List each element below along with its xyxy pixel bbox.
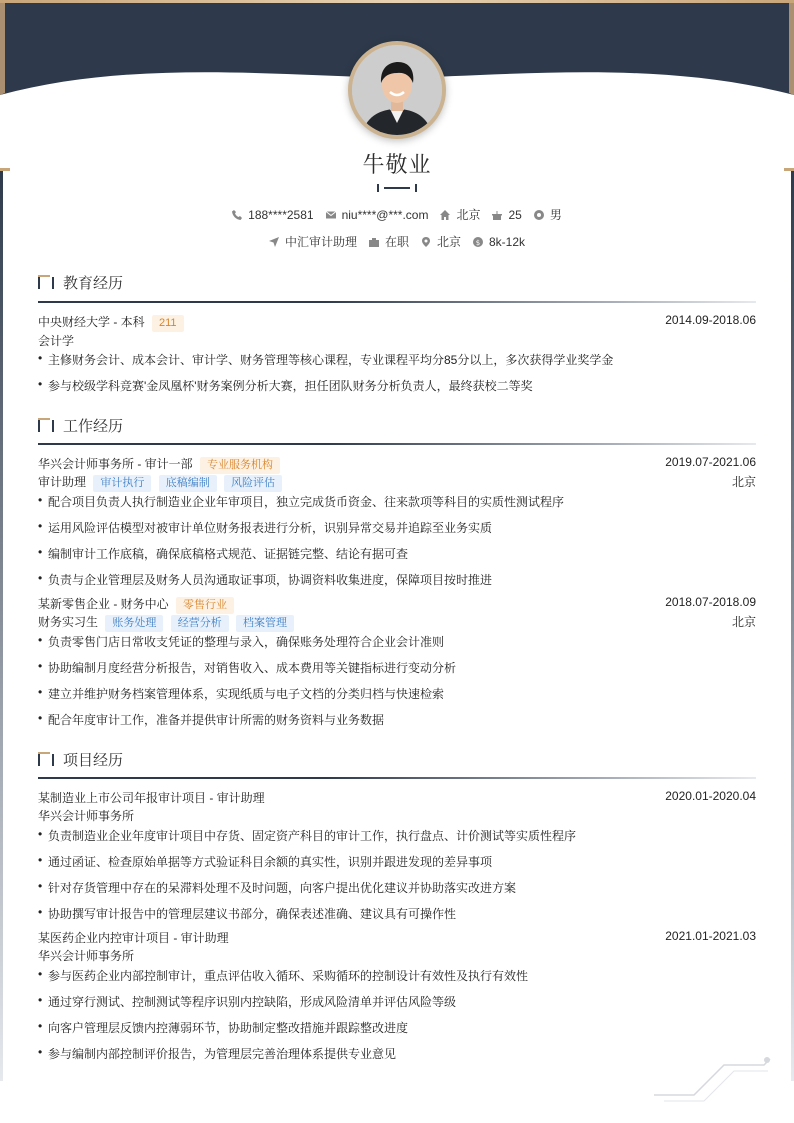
send-icon [269, 237, 279, 247]
education-bullet: • 主修财务会计、成本会计、审计学、财务管理等核心课程，专业课程平均分85分以上，多次获得学业奖学金 [38, 351, 756, 368]
project-org: 华兴会计师事务所 [38, 949, 135, 963]
avatar [348, 41, 446, 139]
project-bullet: • 针对存货管理中存在的呆滞料处理不及时问题，向客户提出优化建议并协助落实改进方案 [38, 879, 756, 896]
project-bullet: • 参与医药企业内部控制审计，重点评估收入循环、采购循环的控制设计有效性及执行有效性 [38, 967, 756, 984]
role-name: 审计助理 [38, 475, 87, 489]
education-rule [38, 301, 756, 303]
education-bullet: • 参与校级学科竞赛'金凤凰杯'财务案例分析大赛，担任团队财务分析负责人，最终获校二等奖 [38, 377, 756, 394]
project-bullet: • 通过穿行测试、控制测试等程序识别内控缺陷，形成风险清单并评估风险等级 [38, 993, 756, 1010]
age-text: 25 [508, 207, 522, 222]
skill-tag: 档案管理 [236, 615, 294, 632]
work-bullet: • 协助编制月度经营分析报告，对销售收入、成本费用等关键指标进行变动分析 [38, 659, 756, 676]
skill-tag: 审计执行 [93, 475, 151, 492]
company-name: 某新零售企业 - 财务中心 [38, 597, 169, 611]
phone-item [232, 208, 313, 222]
work-bullet: • 配合年度审计工作，准备并提供审计所需的财务资料与业务数据 [38, 711, 756, 728]
project-name: 某制造业上市公司年报审计项目 - 审计助理 [38, 791, 265, 805]
work-title-text: 工作经历 [63, 417, 124, 435]
project-title-text: 项目经历 [63, 751, 124, 769]
name-divider [377, 183, 417, 193]
candidate-name: 牛敬业 [362, 152, 432, 177]
work-bullet: • 配合项目负责人执行制造业企业年审项目，独立完成货币资金、往来款项等科目的实质性测试程序 [38, 493, 756, 510]
project-org: 华兴会计师事务所 [38, 809, 135, 823]
phone-text: 188****2581 [248, 207, 314, 222]
work-bullet: • 负责与企业管理层及财务人员沟通取证事项，协调资料收集进度，保障项目按时推进 [38, 571, 756, 588]
work-bullet: • 编制审计工作底稿，确保底稿格式规范、证据链完整、结论有据可查 [38, 545, 756, 562]
project-bullet: • 通过函证、检查原始单据等方式验证科目余额的真实性，识别并跟进发现的差异事项 [38, 853, 756, 870]
education-date: 2014.09-2018.06 [665, 313, 756, 327]
avatar-photo [352, 45, 442, 135]
school-name: 中央财经大学 - 本科 [38, 315, 145, 329]
project-rule [38, 777, 756, 779]
education-major: 会计学 [38, 334, 75, 348]
project-date: 2021.01-2021.03 [665, 929, 756, 943]
work-item-role [38, 613, 756, 632]
email-item [326, 208, 429, 222]
work-date: 2018.07-2018.09 [665, 595, 756, 609]
skill-tag: 经营分析 [171, 615, 229, 632]
company-name: 华兴会计师事务所 - 审计一部 [38, 457, 193, 471]
header-gold-line [0, 0, 794, 3]
role-name: 财务实习生 [38, 615, 99, 629]
salary-text: 8k-12k [489, 234, 526, 249]
skill-tag: 账务处理 [105, 615, 163, 632]
target-position-item [269, 233, 357, 250]
work-rule [38, 443, 756, 445]
project-bullet: • 向客户管理层反馈内控薄弱环节，协助制定整改措施并跟踪整改进度 [38, 1019, 756, 1036]
work-city: 北京 [731, 615, 756, 629]
work-city: 北京 [731, 475, 756, 489]
project-bullet: • 负责制造业企业年度审计项目中存货、固定资产科目的审计工作，执行盘点、计价测试等实质性程序 [38, 827, 756, 844]
work-item-role [38, 473, 756, 492]
contact-row [0, 206, 794, 223]
skill-tag: 风险评估 [224, 475, 282, 492]
left-side-rule [0, 171, 3, 1081]
section-mark-icon [38, 275, 56, 289]
education-item [38, 313, 756, 332]
phone-icon [232, 210, 242, 220]
education-section-title [38, 270, 756, 294]
work-bullet: • 运用风险评估模型对被审计单位财务报表进行分析，识别异常交易并追踪至业务实质 [38, 519, 756, 536]
cake-icon [492, 210, 502, 220]
industry-tag: 零售行业 [176, 597, 234, 614]
work-bullet: • 建立并维护财务档案管理体系，实现纸质与电子文档的分类归档与快速检索 [38, 685, 756, 702]
work-date: 2019.07-2021.06 [665, 455, 756, 469]
project-date: 2020.01-2020.04 [665, 789, 756, 803]
target-position-text: 中汇审计助理 [284, 235, 357, 249]
email-text: niu****@***.com [341, 207, 429, 222]
work-section-title [38, 413, 756, 437]
work-bullet: • 负责零售门店日常收支凭证的整理与录入，确保账务处理符合企业会计准则 [38, 633, 756, 650]
salary-item [473, 235, 525, 249]
status-text: 在职 [384, 235, 409, 249]
work-item-header [38, 455, 756, 474]
section-mark-icon [38, 418, 56, 432]
project-section-title [38, 747, 756, 771]
money-icon [473, 237, 483, 247]
project-item-header [38, 929, 756, 946]
project-item-header [38, 789, 756, 806]
status-item [369, 233, 409, 250]
job-intent-row [0, 233, 794, 250]
location-icon [421, 237, 431, 247]
gender-text: 男 [549, 208, 562, 222]
svg-text:$: $ [475, 238, 481, 247]
project-bullet: • 协助撰写审计报告中的管理层建议书部分，确保表述准确、建议具有可操作性 [38, 905, 756, 922]
skill-tag: 底稿编制 [159, 475, 217, 492]
project-bullet: • 参与编制内部控制评价报告，为管理层完善治理体系提供专业意见 [38, 1045, 756, 1062]
project-name: 某医药企业内控审计项目 - 审计助理 [38, 931, 229, 945]
education-title-text: 教育经历 [63, 274, 124, 292]
mail-icon [326, 210, 336, 220]
hometown-item [440, 206, 480, 223]
work-item-header [38, 595, 756, 614]
home-icon [440, 210, 450, 220]
section-mark-icon [38, 752, 56, 766]
industry-tag: 专业服务机构 [200, 457, 280, 474]
gender-icon [534, 210, 544, 220]
gender-item [534, 206, 562, 223]
briefcase-icon [369, 237, 379, 247]
school-tag: 211 [152, 315, 184, 332]
age-item [492, 208, 521, 222]
hometown-text: 北京 [456, 208, 481, 222]
target-city-text: 北京 [436, 235, 461, 249]
target-city-item [421, 233, 461, 250]
corner-decoration [654, 1045, 774, 1105]
